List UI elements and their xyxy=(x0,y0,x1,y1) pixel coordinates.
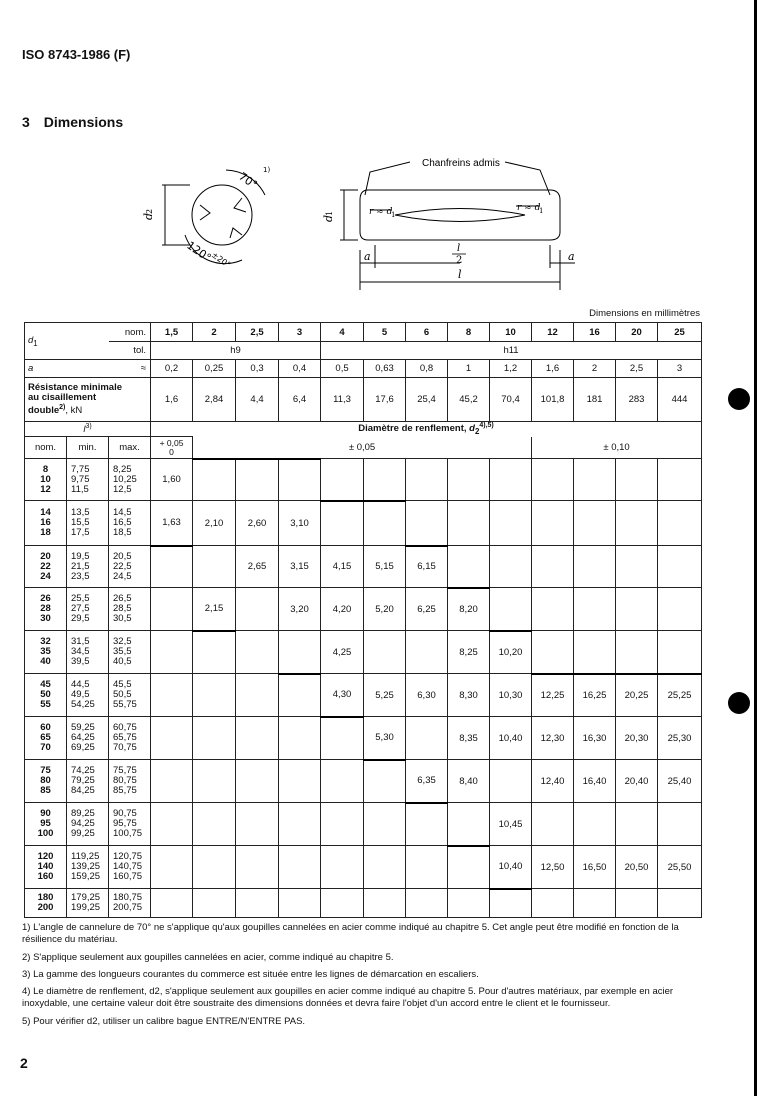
table-row: 60 65 70 59,25 64,25 69,25 60,75 65,75 70,75 5,30 8,35 10,40 12,30 16,30 20,30 25,30 xyxy=(25,717,702,760)
svg-text:l: l xyxy=(457,243,461,254)
a-cell: 1,2 xyxy=(490,360,532,378)
table-row: 120 140 160 119,25 139,25 159,25 120,75 140,75 160,75 10,40 12,50 16,50 20,50 25,50 xyxy=(25,846,702,889)
tol-h11: h11 xyxy=(321,342,702,360)
footnote-2: 2) S'applique seulement aux goupilles cannelées en acier, comme indiqué au chapitre 5. xyxy=(22,952,394,963)
row-col-headers: nom. min. max. + 0,05 0 ± 0,05 ± 0,10 xyxy=(25,437,702,459)
size-cell: 20 xyxy=(616,323,658,342)
row-a: a ≈ 0,2 0,25 0,3 0,4 0,5 0,63 0,8 1 1,2 1,6 2 2,5 3 xyxy=(25,360,702,378)
row-d1-tol xyxy=(25,342,702,360)
pin-drawing xyxy=(130,150,590,295)
tol-label: tol. xyxy=(109,342,151,360)
a-cell: 1,6 xyxy=(532,360,574,378)
shear-cell: 25,4 xyxy=(406,378,448,422)
size-cell: 4 xyxy=(321,323,364,342)
row-d1-nom xyxy=(25,323,702,342)
shear-cell: 101,8 xyxy=(532,378,574,422)
size-cell: 1,5 xyxy=(151,323,193,342)
a-cell: 0,25 xyxy=(193,360,236,378)
table-row: 75 80 85 74,25 79,25 84,25 75,75 80,75 85,75 6,35 8,40 12,40 16,40 20,40 25,40 xyxy=(25,760,702,803)
svg-text:2: 2 xyxy=(456,255,463,266)
table-row: 14 16 18 13,5 15,5 17,5 14,5 16,5 18,5 1,63 2,10 2,60 3,10 xyxy=(25,501,702,546)
a-cell: 2,5 xyxy=(616,360,658,378)
a-cell: 0,3 xyxy=(236,360,279,378)
svg-text:1: 1 xyxy=(391,211,396,219)
tol-h9: h9 xyxy=(151,342,321,360)
svg-text:r ≈ d: r ≈ d xyxy=(369,207,393,217)
a-cell: 0,5 xyxy=(321,360,364,378)
punch-hole-icon xyxy=(728,692,750,714)
table-row: 90 95 100 89,25 94,25 99,25 90,75 95,75 100,75 10,45 xyxy=(25,803,702,846)
svg-text:Chanfreins admis: Chanfreins admis xyxy=(422,158,500,169)
row-l-header: $l^{3)}$ Diamètre de renflement, $d_2^{4),5)}$ xyxy=(25,422,702,437)
shear-label: Résistance minimale au cisaillement double$^{2)}$, kN xyxy=(25,378,151,422)
svg-text:a: a xyxy=(364,250,371,263)
svg-text:±20°: ±20° xyxy=(209,250,233,270)
a-cell: 0,63 xyxy=(364,360,406,378)
footnote-3: 3) La gamme des longueurs courantes du commerce est située entre les lignes de démarcation en escaliers. xyxy=(22,969,479,980)
table-row: 8 10 12 7,75 9,75 11,5 8,25 10,25 12,5 1,60 xyxy=(25,459,702,501)
shear-cell: 181 xyxy=(574,378,616,422)
a-cell: 1 xyxy=(448,360,490,378)
svg-text:a: a xyxy=(568,250,575,263)
d1-label: $d_1$ xyxy=(25,323,109,360)
svg-text:2: 2 xyxy=(145,208,154,214)
svg-text:d: d xyxy=(142,212,155,220)
a-cell: 0,8 xyxy=(406,360,448,378)
shear-cell: 283 xyxy=(616,378,658,422)
shear-cell: 4,4 xyxy=(236,378,279,422)
size-cell: 2 xyxy=(193,323,236,342)
punch-hole-icon xyxy=(728,388,750,410)
footnote-4: 4) Le diamètre de renflement, d2, s'applique seulement aux goupilles en acier comme indiqué au chapitre 5. Pour d'autres matériaux, par exemple en acier inoxydable, une certaine valeur doit être soustraite des dimensions données et devra faire l'objet d'un accord entre le client et le fournisseur. xyxy=(22,986,674,1009)
size-cell: 10 xyxy=(490,323,532,342)
table-row: 180 200 179,25 199,25 180,75 200,75 xyxy=(25,889,702,918)
size-cell: 12 xyxy=(532,323,574,342)
svg-text:1): 1) xyxy=(263,166,271,174)
units-note: Dimensions en millimètres xyxy=(589,308,700,319)
row-shear xyxy=(25,378,702,422)
table-row: 20 22 24 19,5 21,5 23,5 20,5 22,5 24,5 2,65 3,15 4,15 5,15 6,15 xyxy=(25,546,702,588)
dimensions-table xyxy=(24,322,702,918)
shear-cell: 1,6 xyxy=(151,378,193,422)
table-row: 26 28 30 25,5 27,5 29,5 26,5 28,5 30,5 2,15 3,20 4,20 5,20 6,25 8,20 xyxy=(25,588,702,631)
svg-text:d: d xyxy=(322,214,335,222)
svg-text:70°: 70° xyxy=(236,169,260,192)
size-cell: 6 xyxy=(406,323,448,342)
page-number: 2 xyxy=(20,1055,28,1071)
svg-text:r ≈ d: r ≈ d xyxy=(517,203,541,213)
footnote-5: 5) Pour vérifier d2, utiliser un calibre bague ENTRE/N'ENTRE PAS. xyxy=(22,1016,306,1027)
footnote-1: 1) L'angle de cannelure de 70° ne s'applique qu'aux goupilles cannelées en acier comme indiqué au chapitre 5. Cet angle peut être modifié en fonction de la résilience du matériau. xyxy=(22,922,679,945)
size-cell: 5 xyxy=(364,323,406,342)
table-row: 32 35 40 31,5 34,5 39,5 32,5 35,5 40,5 4,25 8,25 10,20 xyxy=(25,631,702,674)
table-row: 45 50 55 44,5 49,5 54,25 45,5 50,5 55,75 4,30 5,25 6,30 8,30 10,30 12,25 16,25 20,25 25,25 xyxy=(25,674,702,717)
shear-cell: 6,4 xyxy=(279,378,321,422)
shear-cell: 2,84 xyxy=(193,378,236,422)
a-cell: 3 xyxy=(658,360,702,378)
shear-cell: 45,2 xyxy=(448,378,490,422)
svg-text:1: 1 xyxy=(325,210,334,216)
a-cell: 0,2 xyxy=(151,360,193,378)
svg-text:1: 1 xyxy=(539,207,544,215)
size-cell: 2,5 xyxy=(236,323,279,342)
diam-heading: Diamètre de renflement, $d_2^{4),5)}$ xyxy=(151,422,702,437)
svg-text:l: l xyxy=(458,268,462,281)
size-cell: 8 xyxy=(448,323,490,342)
nom-label: nom. xyxy=(109,323,151,342)
a-cell: 2 xyxy=(574,360,616,378)
size-cell: 25 xyxy=(658,323,702,342)
a-cell: 0,4 xyxy=(279,360,321,378)
size-cell: 3 xyxy=(279,323,321,342)
shear-cell: 17,6 xyxy=(364,378,406,422)
shear-cell: 444 xyxy=(658,378,702,422)
section-heading: 3 Dimensions xyxy=(22,114,124,130)
shear-cell: 11,3 xyxy=(321,378,364,422)
size-cell: 16 xyxy=(574,323,616,342)
shear-cell: 70,4 xyxy=(490,378,532,422)
document-header: ISO 8743-1986 (F) xyxy=(22,47,131,62)
svg-text:120°: 120° xyxy=(184,238,214,265)
